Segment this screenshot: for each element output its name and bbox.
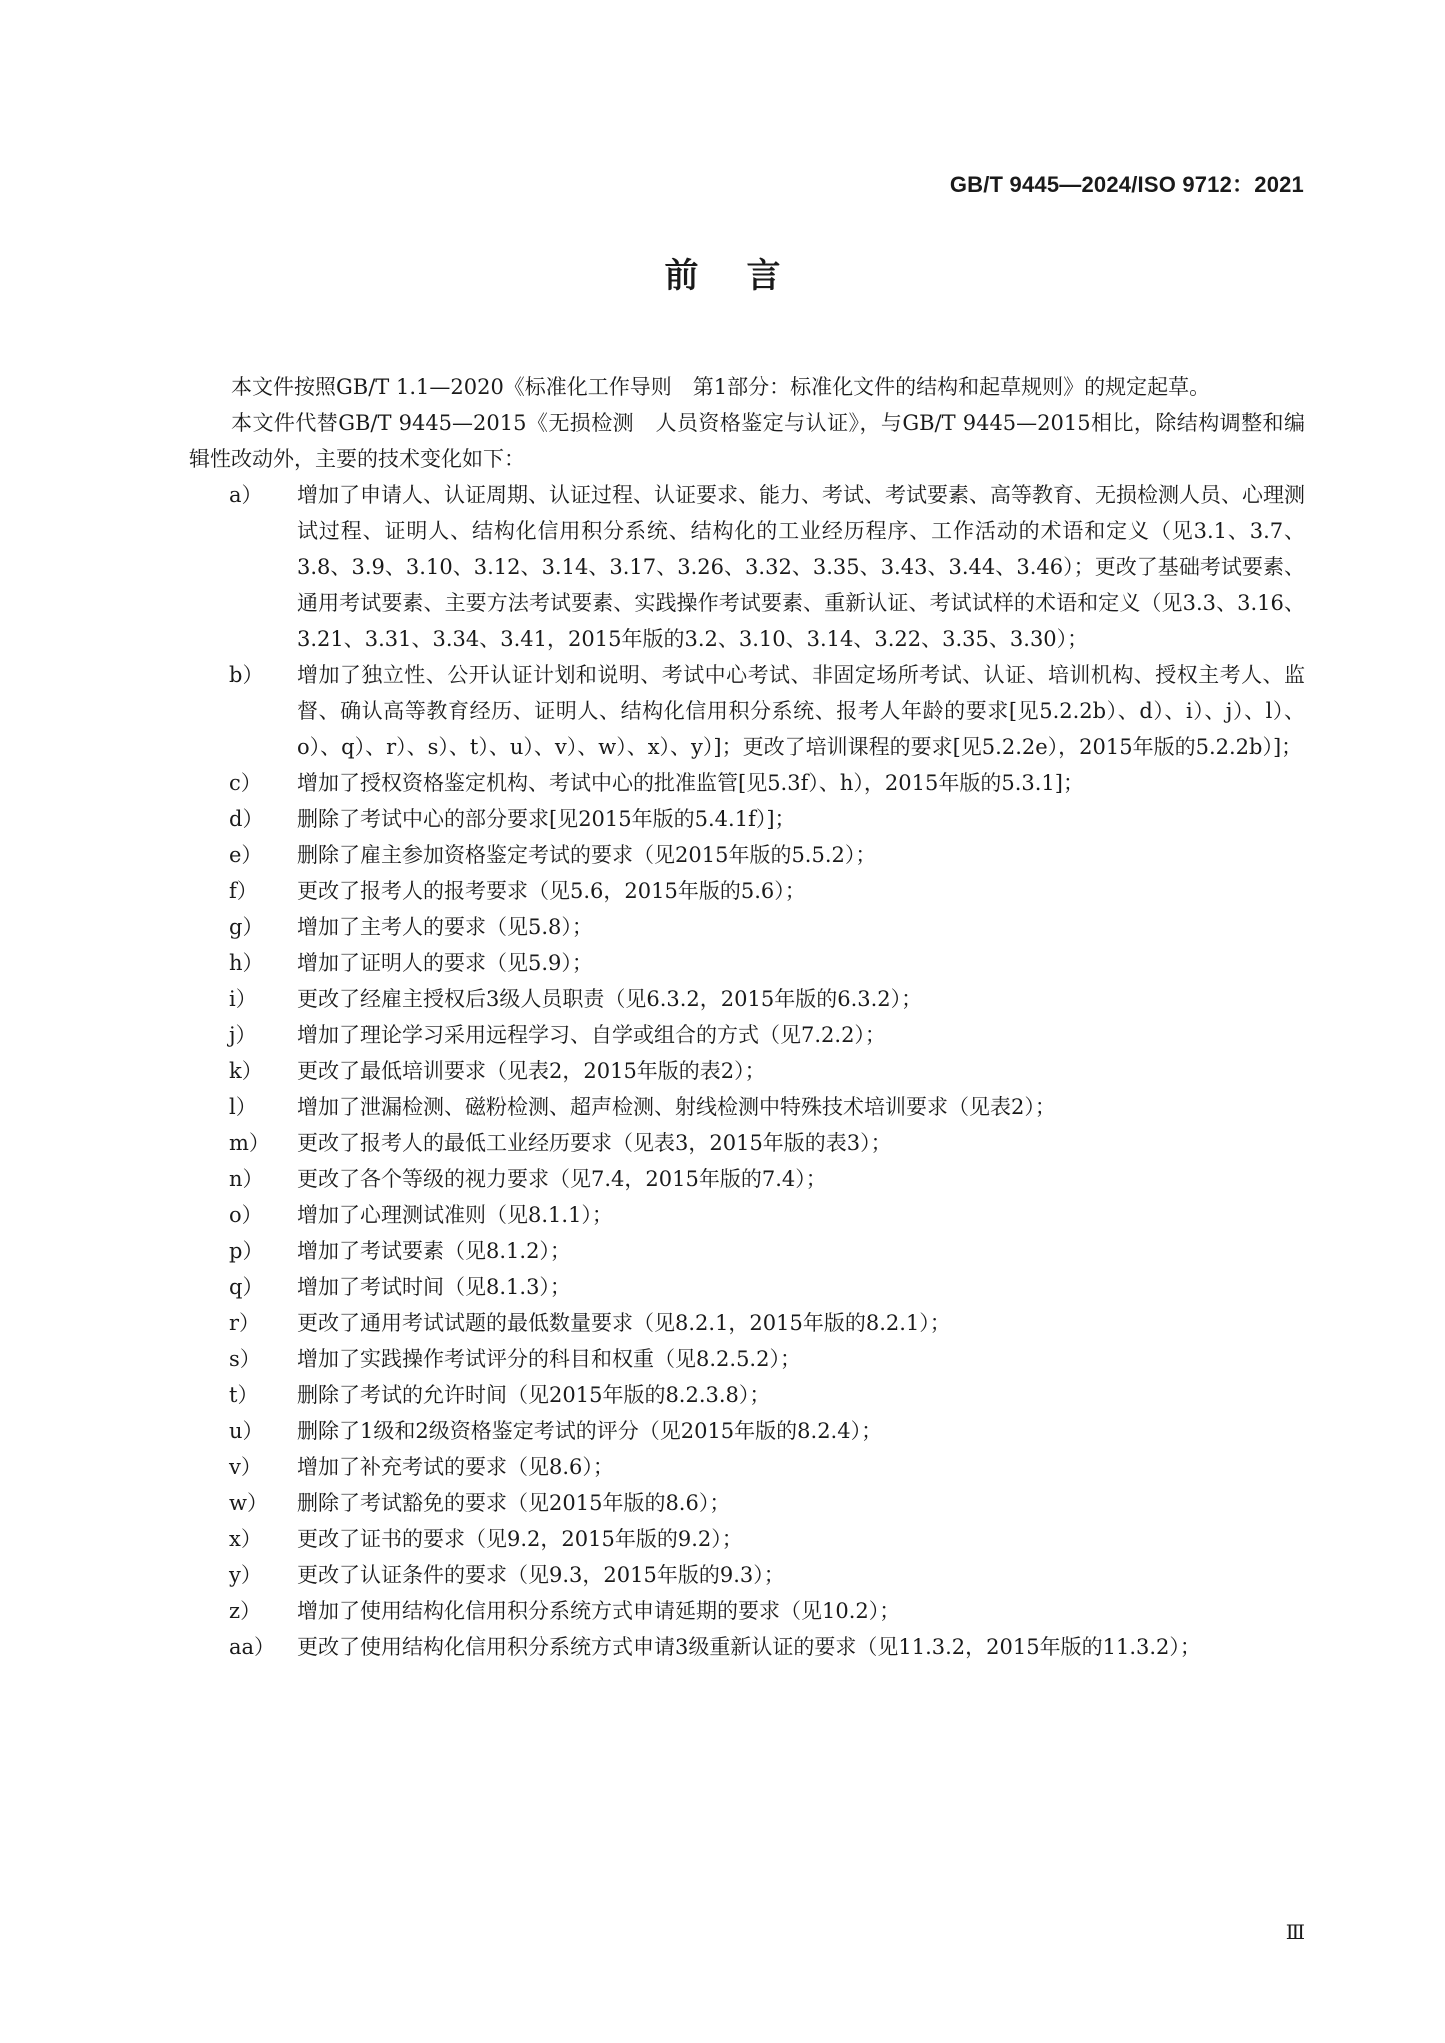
list-item-marker: o）: [229, 1203, 263, 1227]
list-item: [189, 1089, 1305, 1125]
list-item-text: 删除了考试中心的部分要求[见2015年版的5.4.1f）]；: [297, 807, 796, 831]
list-item: [189, 837, 1305, 873]
list-item: [189, 1053, 1305, 1089]
list-item: [189, 1305, 1305, 1341]
list-item-marker: aa）: [229, 1635, 276, 1659]
list-item: [189, 981, 1305, 1017]
list-item-text: 删除了1级和2级资格鉴定考试的评分（见2015年版的8.2.4）；: [297, 1419, 883, 1443]
list-item-marker: c）: [229, 771, 262, 795]
list-item-text: 更改了报考人的最低工业经历要求（见表3，2015年版的表3）；: [297, 1131, 892, 1155]
list-item: [189, 1341, 1305, 1377]
list-item: [189, 1017, 1305, 1053]
list-item-text: 增加了理论学习采用远程学习、自学或组合的方式（见7.2.2）；: [297, 1023, 886, 1047]
list-item-marker: k）: [229, 1059, 263, 1083]
paragraph: 本文件按照GB/T 1.1—2020《标准化工作导则 第1部分：标准化文件的结构和起草规则》的规定起草。: [231, 375, 1211, 399]
list-item-text: 增加了证明人的要求（见5.9）；: [297, 951, 593, 975]
list-item: [189, 801, 1305, 837]
list-item: [189, 909, 1305, 945]
list-item: [189, 1377, 1305, 1413]
list-item: [189, 873, 1305, 909]
change-list: [189, 477, 1305, 1665]
list-item-marker: x）: [229, 1527, 262, 1551]
list-item-text: 删除了考试的允许时间（见2015年版的8.2.3.8）；: [297, 1383, 771, 1407]
paragraph: 本文件代替GB/T 9445—2015《无损检测 人员资格鉴定与认证》，与GB/T 9445—2015相比，除结构调整和编辑性改动外，主要的技术变化如下：: [189, 411, 1305, 471]
list-item-text: 增加了主考人的要求（见5.8）；: [297, 915, 593, 939]
list-item: [189, 945, 1305, 981]
list-item-marker: b）: [229, 663, 264, 687]
document-body: [189, 369, 1305, 1665]
list-item: [189, 1125, 1305, 1161]
page-number: Ⅲ: [1285, 1920, 1305, 1944]
list-item-text: 更改了报考人的报考要求（见5.6，2015年版的5.6）；: [297, 879, 806, 903]
list-item: [189, 1629, 1305, 1665]
list-item-text: 更改了最低培训要求（见表2，2015年版的表2）；: [297, 1059, 766, 1083]
list-item-text: 更改了证书的要求（见9.2，2015年版的9.2）；: [297, 1527, 743, 1551]
list-item-marker: u）: [229, 1419, 264, 1443]
list-item-marker: e）: [229, 843, 263, 867]
list-item-text: 增加了考试时间（见8.1.3）；: [297, 1275, 571, 1299]
list-item-text: 增加了申请人、认证周期、认证过程、认证要求、能力、考试、考试要素、高等教育、无损检测人员、心理测试过程、证明人、结构化信用积分系统、结构化的工业经历程序、工作活动的术语和定义（见3.1、3.7、3.8、3.9、3.10、3.12、3.14、3.17、3.26、3.32、3.35、3.43、3.44、3.46）；更改了基础考试要素、通用考试要素、主要方法考试要素、实践操作考试要素、重新认证、考试试样的术语和定义（见3.3、3.16、3.21、3.31、3.34、3.41，2015年版的3.2、3.10、3.14、3.22、3.35、3.30）；: [297, 483, 1305, 651]
list-item: [189, 1161, 1305, 1197]
list-item-text: 增加了补充考试的要求（见8.6）；: [297, 1455, 614, 1479]
list-item: [189, 1233, 1305, 1269]
list-item: [189, 765, 1305, 801]
list-item-text: 增加了泄漏检测、磁粉检测、超声检测、射线检测中特殊技术培训要求（见表2）；: [297, 1095, 1056, 1119]
list-item-marker: s）: [229, 1347, 261, 1371]
list-item-text: 增加了心理测试准则（见8.1.1）；: [297, 1203, 613, 1227]
list-item-marker: h）: [229, 951, 264, 975]
list-item-text: 更改了使用结构化信用积分系统方式申请3级重新认证的要求（见11.3.2，2015年版的11.3.2）；: [297, 1635, 1201, 1659]
list-item-text: 增加了独立性、公开认证计划和说明、考试中心考试、非固定场所考试、认证、培训机构、授权主考人、监督、确认高等教育经历、证明人、结构化信用积分系统、报考人年龄的要求[见5.2.2b）、d）、i）、j）、l）、o）、q）、r）、s）、t）、u）、v）、w）、x）、y）]；更改了培训课程的要求[见5.2.2e），2015年版的5.2.2b）]；: [297, 663, 1305, 759]
list-item-marker: g）: [229, 915, 264, 939]
list-item-marker: t）: [229, 1383, 259, 1407]
list-item-marker: f）: [229, 879, 258, 903]
list-item: [189, 1557, 1305, 1593]
list-item-text: 增加了授权资格鉴定机构、考试中心的批准监管[见5.3f）、h），2015年版的5.3.1]；: [297, 771, 1084, 795]
list-item-marker: i）: [229, 987, 257, 1011]
list-item-text: 更改了经雇主授权后3级人员职责（见6.3.2，2015年版的6.3.2）；: [297, 987, 923, 1011]
list-item: [189, 1521, 1305, 1557]
list-item-text: 更改了通用考试试题的最低数量要求（见8.2.1，2015年版的8.2.1）；: [297, 1311, 951, 1335]
list-item-text: 增加了使用结构化信用积分系统方式申请延期的要求（见10.2）；: [297, 1599, 901, 1623]
list-item-marker: y）: [229, 1563, 262, 1587]
list-item-marker: m）: [229, 1131, 270, 1155]
list-item-marker: a）: [229, 483, 263, 507]
list-item: [189, 1269, 1305, 1305]
page-title: 前言: [664, 256, 829, 296]
list-item-text: 更改了各个等级的视力要求（见7.4，2015年版的7.4）；: [297, 1167, 827, 1191]
list-item-text: 增加了实践操作考试评分的科目和权重（见8.2.5.2）；: [297, 1347, 801, 1371]
list-item: [189, 1413, 1305, 1449]
list-item: [189, 1485, 1305, 1521]
list-item-marker: j）: [229, 1023, 257, 1047]
list-item-marker: p）: [229, 1239, 264, 1263]
list-item-marker: z）: [229, 1599, 262, 1623]
list-item: [189, 1449, 1305, 1485]
list-item-marker: l）: [229, 1095, 257, 1119]
list-item: [189, 477, 1305, 657]
list-item-text: 删除了考试豁免的要求（见2015年版的8.6）；: [297, 1491, 731, 1515]
list-item-marker: w）: [229, 1491, 268, 1515]
list-item-marker: q）: [229, 1275, 264, 1299]
list-item: [189, 1593, 1305, 1629]
list-item: [189, 657, 1305, 765]
list-item-text: 增加了考试要素（见8.1.2）；: [297, 1239, 571, 1263]
document-code: GB/T 9445—2024/ISO 9712：2021: [949, 172, 1304, 197]
list-item: [189, 1197, 1305, 1233]
list-item-text: 删除了雇主参加资格鉴定考试的要求（见2015年版的5.5.2）；: [297, 843, 877, 867]
list-item-marker: d）: [229, 807, 264, 831]
list-item-text: 更改了认证条件的要求（见9.3，2015年版的9.3）；: [297, 1563, 785, 1587]
list-item-marker: n）: [229, 1167, 264, 1191]
list-item-marker: v）: [229, 1455, 262, 1479]
list-item-marker: r）: [229, 1311, 261, 1335]
